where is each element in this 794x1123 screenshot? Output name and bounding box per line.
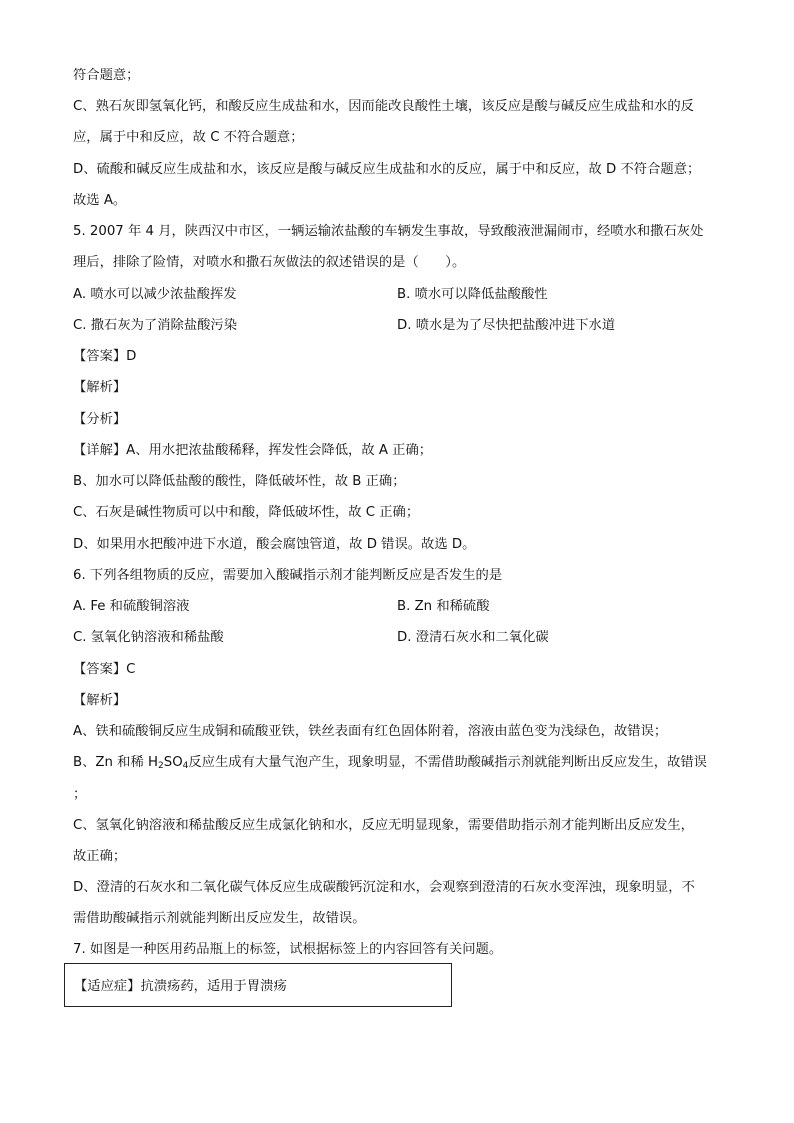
text-line: 应，属于中和反应，故 C 不符合题意；: [73, 130, 304, 145]
q6-detail-line: 故正确；: [73, 849, 127, 864]
question-6-stem: 6. 下列各组物质的反应，需要加入酸碱指示剂才能判断反应是否发生的是: [73, 568, 503, 583]
text-line: C、熟石灰即氢氧化钙，和酸反应生成盐和水，因而能改良酸性土壤，该反应是酸与碱反应生成盐和水的反: [73, 99, 694, 114]
q6-option-c: C. 氢氧化钠溶液和稀盐酸: [73, 630, 224, 645]
q6-analysis-heading: 【解析】: [73, 693, 127, 708]
q5-option-a: A. 喷水可以减少浓盐酸挥发: [73, 287, 237, 302]
q5-option-d: D. 喷水是为了尽快把盐酸冲进下水道: [397, 318, 616, 333]
question-7-stem: 7. 如图是一种医用药品瓶上的标签，试根据标签上的内容回答有关问题。: [73, 942, 503, 957]
q6-detail-line: ；: [73, 787, 87, 802]
q6-answer: 【答案】C: [73, 662, 136, 677]
text-line: 符合题意；: [73, 68, 140, 83]
q6-detail-text: 反应生成有大量气泡产生，现象明显，不需借助酸碱指示剂就能判断出反应发生，故错误: [188, 755, 707, 770]
text-line: D、硫酸和碱反应生成盐和水，该反应是酸与碱反应生成盐和水的反应，属于中和反应，故 D 不符合题意；: [73, 162, 701, 177]
q5-detail-line: D、如果用水把酸冲进下水道，酸会腐蚀管道，故 D 错误。故选 D。: [73, 537, 476, 552]
q5-detail-line: C、石灰是碱性物质可以中和酸，降低破坏性，故 C 正确；: [73, 505, 420, 520]
text-line: 故选 A。: [73, 193, 127, 208]
q6-detail-line: C、氢氧化钠溶液和稀盐酸反应生成氯化钠和水，反应无明显现象，需要借助指示剂才能判断出反应发生，: [73, 818, 694, 833]
q5-answer: 【答案】D: [73, 349, 137, 364]
q6-detail-line: [73, 754, 707, 775]
q5-option-b: B. 喷水可以降低盐酸酸性: [397, 287, 548, 302]
q5-option-c: C. 撒石灰为了消除盐酸污染: [73, 318, 238, 333]
q6-detail-line: 需借助酸碱指示剂就能判断出反应发生，故错误。: [73, 911, 366, 926]
medicine-label-box: [64, 963, 452, 1007]
question-5-stem: 理后，排除了险情，对喷水和撒石灰做法的叙述错误的是（ ）。: [73, 255, 466, 270]
q5-detail-line: 【详解】A、用水把浓盐酸稀释，挥发性会降低，故 A 正确；: [73, 443, 433, 458]
medicine-label-text: 【适应症】抗溃疡药，适用于胃溃疡: [74, 979, 287, 994]
q6-detail-line: D、澄清的石灰水和二氧化碳气体反应生成碳酸钙沉淀和水，会观察到澄清的石灰水变浑浊，现象明显，不: [73, 880, 695, 895]
q5-fenxi-heading: 【分析】: [73, 412, 127, 427]
q6-option-b: B. Zn 和稀硫酸: [397, 599, 490, 614]
q6-detail-text: SO: [163, 755, 183, 770]
subscript: 2: [158, 761, 164, 771]
q6-option-a: A. Fe 和硫酸铜溶液: [73, 599, 190, 614]
q6-option-d: D. 澄清石灰水和二氧化碳: [397, 630, 549, 645]
q5-detail-line: B、加水可以降低盐酸的酸性，降低破坏性，故 B 正确；: [73, 474, 406, 489]
q6-detail-line: A、铁和硫酸铜反应生成铜和硫酸亚铁，铁丝表面有红色固体附着，溶液由蓝色变为浅绿色，故错误；: [73, 724, 668, 739]
question-5-stem: 5. 2007 年 4 月，陕西汉中市区，一辆运输浓盐酸的车辆发生事故，导致酸液泄漏闹市，经喷水和撒石灰处: [73, 224, 704, 239]
q6-detail-text: B、Zn 和稀 H: [73, 755, 159, 770]
q5-analysis-heading: 【解析】: [73, 380, 127, 395]
subscript: 4: [182, 761, 189, 771]
